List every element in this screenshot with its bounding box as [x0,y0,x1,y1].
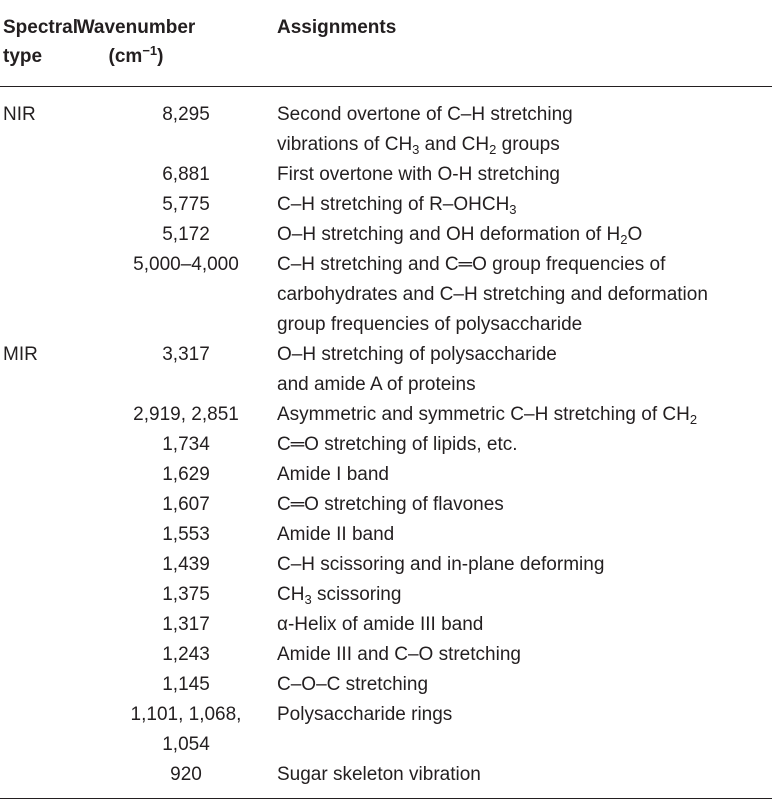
header-wavenumber [0,13,272,72]
assignment-cell [277,550,772,580]
wavenumber-cell [100,670,272,700]
wavenumber-line: 1,101, 1,068, [130,704,242,725]
assignment-line [277,250,772,280]
assignment-text: C═O stretching of flavones [277,494,504,515]
assignment-text: Polysaccharide rings [277,704,453,725]
assignment-line [277,130,772,161]
assignment-line [277,610,772,640]
assignment-text: C–H stretching and C═O group frequencies of [277,254,666,275]
assignment-line [277,670,772,700]
assignment-line [277,340,772,370]
assignment-text: C–O–C stretching [277,674,429,695]
header-assignments: Assignments [277,17,397,38]
wavenumber-cell [100,760,272,790]
wavenumber-line: 8,295 [162,104,210,125]
assignment-line [277,760,772,790]
table-row [0,610,772,640]
assignment-line [277,370,772,400]
assignment-line [277,700,772,730]
wavenumber-line: 2,919, 2,851 [133,404,239,425]
assignment-text: group frequencies of polysaccharide [277,314,583,335]
assignment-text: Amide I band [277,464,389,485]
subscript: 2 [620,232,628,247]
wavenumber-cell [100,400,272,430]
assignment-text: C–H stretching of R–OHCH [277,194,510,215]
assignment-text: and amide A of proteins [277,374,476,395]
subscript: 3 [509,202,517,217]
table-row [0,640,772,670]
assignment-cell [277,640,772,670]
assignment-cell [277,670,772,700]
table-row [0,160,772,190]
table-row [0,460,772,490]
table-row [0,580,772,610]
assignment-line [277,160,772,190]
assignment-cell [277,520,772,550]
header-rule [0,86,772,87]
assignment-text: α-Helix of amide III band [277,614,484,635]
wavenumber-cell [100,340,272,370]
wavenumber-cell [100,430,272,460]
wavenumber-line: 1,629 [162,464,210,485]
table-row [0,400,772,430]
header-unit-post: ) [157,46,164,67]
bottom-rule [0,798,772,799]
wavenumber-cell [100,490,272,520]
assignment-text: Amide II band [277,524,395,545]
wavenumber-cell [100,250,272,280]
table-header [0,0,772,88]
assignment-line [277,190,772,221]
wavenumber-cell [100,220,272,250]
wavenumber-cell [100,460,272,490]
wavenumber-cell [100,100,272,130]
assignment-cell [277,160,772,190]
assignment-line [277,580,772,611]
assignment-cell [277,430,772,460]
assignment-cell [277,190,772,221]
wavenumber-line: 1,317 [162,614,210,635]
assignment-cell [277,610,772,640]
wavenumber-cell [100,160,272,190]
assignment-line [277,430,772,460]
assignment-cell [277,490,772,520]
assignment-line [277,490,772,520]
assignment-text: O–H stretching and OH deformation of H [277,224,621,245]
assignment-line [277,550,772,580]
table-row [0,670,772,700]
assignment-text: First overtone with O-H stretching [277,164,560,185]
spectral-type-cell: NIR [3,104,36,125]
header-unit-pre: (cm [108,46,143,67]
table-row [0,340,772,400]
assignment-text: groups [496,134,560,155]
wavenumber-line: 920 [170,764,202,785]
assignment-line [277,100,772,130]
assignment-line [277,310,772,340]
wavenumber-cell [100,700,272,760]
assignment-text: scissoring [311,584,402,605]
assignment-text: O [627,224,643,245]
assignment-text: carbohydrates and C–H stretching and deformation [277,284,708,305]
wavenumber-cell [100,640,272,670]
wavenumber-cell [100,190,272,220]
table-row [0,100,772,160]
assignment-text: Sugar skeleton vibration [277,764,481,785]
table-row [0,700,772,760]
wavenumber-cell [100,580,272,610]
assignment-text: and CH [419,134,490,155]
table-row [0,220,772,250]
header-spectral-type-line1: Spectral [3,17,78,38]
assignment-line [277,400,772,431]
wavenumber-line: 1,553 [162,524,210,545]
assignment-text: C–H scissoring and in-plane deforming [277,554,605,575]
table-row [0,250,772,340]
assignment-cell [277,460,772,490]
subscript: 2 [689,412,698,427]
assignment-cell [277,250,772,340]
table-row [0,430,772,460]
wavenumber-line: 1,243 [162,644,210,665]
assignment-cell [277,580,772,611]
wavenumber-line: 6,881 [162,164,210,185]
table-row [0,190,772,220]
assignment-line [277,520,772,550]
wavenumber-line: 5,000–4,000 [133,254,239,275]
wavenumber-cell [100,610,272,640]
wavenumber-cell [100,550,272,580]
header-wavenumber-line1: Wavenumber [76,17,196,38]
header-wavenumber-unit [0,42,272,72]
assignment-cell [277,340,772,400]
wavenumber-line: 3,317 [162,344,210,365]
assignment-cell [277,400,772,431]
header-unit-sup: −1 [142,43,158,58]
table-row [0,550,772,580]
table-row [0,520,772,550]
spectral-type-cell: MIR [3,344,38,365]
table-body [0,100,772,790]
assignment-text: vibrations of CH [277,134,413,155]
assignment-text: Amide III and C–O stretching [277,644,521,665]
header-spectral-type-line2: type [3,46,43,67]
wavenumber-line: 1,734 [162,434,210,455]
assignment-line [277,220,772,251]
wavenumber-line: 1,145 [162,674,210,695]
subscript: 3 [412,142,420,157]
assignment-line [277,460,772,490]
assignment-cell [277,760,772,790]
wavenumber-line: 5,775 [162,194,210,215]
wavenumber-line: 5,172 [162,224,210,245]
subscript: 2 [489,142,497,157]
wavenumber-line: 1,375 [162,584,210,605]
assignment-text: C═O stretching of lipids, etc. [277,434,518,455]
assignment-cell [277,220,772,251]
table-row [0,760,772,790]
assignment-cell [277,700,772,730]
subscript: 3 [304,592,312,607]
assignment-cell [277,100,772,161]
wavenumber-line: 1,607 [162,494,210,515]
table-row [0,490,772,520]
wavenumber-line: 1,054 [162,734,210,755]
assignment-text: Asymmetric and symmetric C–H stretching of CH [277,404,690,425]
assignment-line [277,640,772,670]
assignment-text: CH [277,584,305,605]
assignment-line [277,280,772,310]
wavenumber-line: 1,439 [162,554,210,575]
wavenumber-cell [100,520,272,550]
assignment-text: O–H stretching of polysaccharide [277,344,557,365]
assignment-text: Second overtone of C–H stretching [277,104,573,125]
